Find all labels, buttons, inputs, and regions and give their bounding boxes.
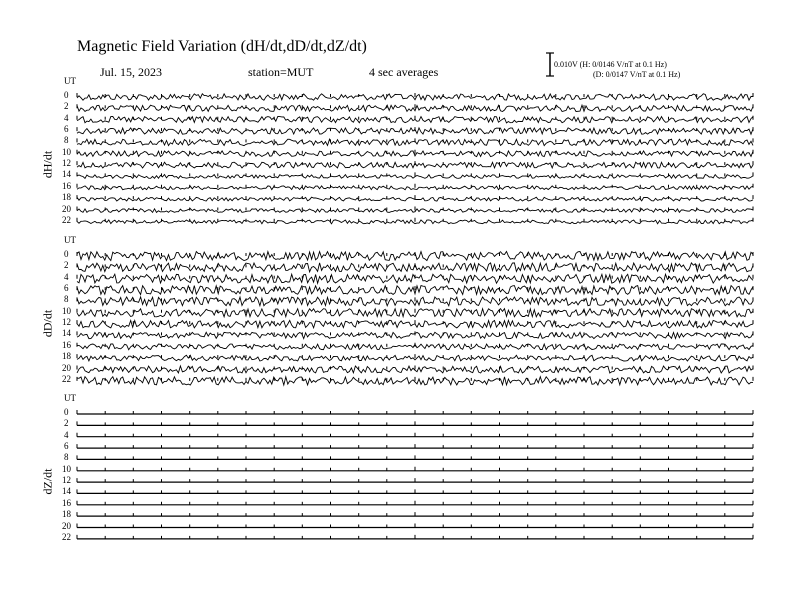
averaging-label: 4 sec averages bbox=[369, 65, 439, 79]
hour-tick-label: 8 bbox=[64, 294, 69, 305]
hour-tick-label: 6 bbox=[64, 124, 69, 135]
panel-ylabel: dH/dt bbox=[40, 150, 55, 179]
hour-tick-label: 16 bbox=[62, 497, 71, 508]
panel-ylabel: dD/dt bbox=[40, 309, 55, 338]
hour-tick-label: 12 bbox=[62, 158, 71, 169]
hour-tick-label: 6 bbox=[64, 441, 69, 452]
hour-tick-label: 8 bbox=[64, 452, 69, 463]
hour-tick-label: 22 bbox=[62, 373, 71, 384]
hour-tick-label: 22 bbox=[62, 531, 71, 542]
hour-tick-label: 0 bbox=[64, 90, 69, 100]
hour-tick-label: 10 bbox=[62, 463, 71, 474]
hour-tick-label: 18 bbox=[62, 509, 71, 520]
hour-tick-label: 4 bbox=[64, 429, 69, 440]
hour-tick-label: 6 bbox=[64, 283, 69, 294]
chart-title: Magnetic Field Variation (dH/dt,dD/dt,dZ/dt) bbox=[77, 38, 367, 55]
hour-tick-label: 4 bbox=[64, 271, 69, 282]
panel-ylabel: dZ/dt bbox=[40, 468, 55, 495]
hour-tick-label: 2 bbox=[64, 260, 69, 271]
hour-tick-label: 0 bbox=[64, 407, 69, 417]
hour-tick-label: 14 bbox=[62, 328, 71, 339]
hour-tick-label: 4 bbox=[64, 112, 69, 123]
ut-axis-label: UT bbox=[64, 393, 76, 403]
date-label: Jul. 15, 2023 bbox=[100, 65, 163, 79]
hour-tick-label: 12 bbox=[62, 475, 71, 486]
hour-tick-label: 20 bbox=[62, 362, 71, 373]
panel-dH-dt bbox=[77, 93, 753, 224]
hour-tick-label: 14 bbox=[62, 169, 71, 180]
hour-tick-label: 10 bbox=[62, 146, 71, 157]
hour-tick-label: 18 bbox=[62, 192, 71, 203]
hour-tick-label: 18 bbox=[62, 351, 71, 362]
ut-axis-label: UT bbox=[64, 235, 76, 245]
hour-tick-label: 14 bbox=[62, 486, 71, 497]
hour-tick-label: 2 bbox=[64, 101, 69, 112]
hour-tick-label: 2 bbox=[64, 418, 69, 429]
scale-bar bbox=[546, 53, 554, 76]
scale-d-sensitivity: (D: 0/0147 V/nT at 0.1 Hz) bbox=[593, 70, 681, 79]
hour-tick-label: 16 bbox=[62, 180, 71, 191]
hour-tick-label: 10 bbox=[62, 305, 71, 316]
hour-tick-label: 16 bbox=[62, 339, 71, 350]
panel-dD-dt bbox=[77, 252, 753, 386]
hour-tick-label: 22 bbox=[62, 214, 71, 225]
panel-dZ-dt bbox=[77, 410, 753, 539]
hour-tick-label: 8 bbox=[64, 135, 69, 146]
hour-tick-label: 12 bbox=[62, 317, 71, 328]
hour-tick-label: 0 bbox=[64, 249, 69, 259]
scale-value: 0.010V bbox=[554, 60, 578, 69]
hour-tick-label: 20 bbox=[62, 520, 71, 531]
ut-axis-label: UT bbox=[64, 76, 76, 86]
hour-tick-label: 20 bbox=[62, 203, 71, 214]
station-label: station=MUT bbox=[248, 65, 314, 79]
scale-h-sensitivity: (H: 0/0146 V/nT at 0.1 Hz) bbox=[579, 60, 667, 69]
